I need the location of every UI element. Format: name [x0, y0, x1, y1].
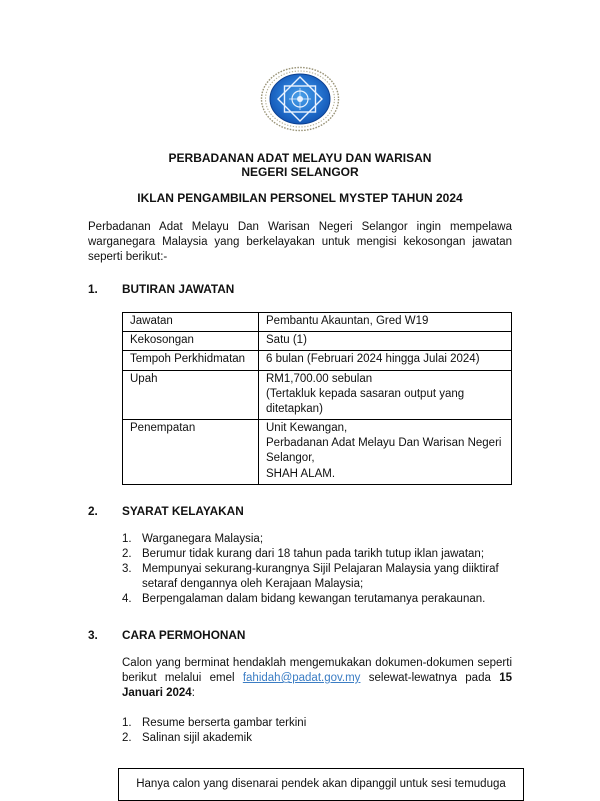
- section3-heading: [88, 628, 512, 643]
- row-label: Kekosongan: [123, 332, 259, 351]
- email-link[interactable]: fahidah@padat.gov.my: [242, 671, 361, 684]
- row-label: Penempatan: [123, 420, 259, 485]
- job-details-table: [122, 312, 512, 485]
- org-title-line1: PERBADANAN ADAT MELAYU DAN WARISAN: [168, 150, 432, 165]
- row-value: Pembantu Akauntan, Gred W19: [259, 312, 512, 331]
- table-row: [123, 370, 512, 420]
- section3-number: 3.: [88, 627, 98, 642]
- list-item: 4. Berpengalaman dalam bidang kewangan terutamanya perakaunan.: [122, 592, 486, 605]
- list-item: 2. Salinan sijil akademik: [122, 731, 252, 744]
- documents-list: [122, 716, 512, 746]
- section2-number: 2.: [88, 503, 98, 518]
- application-paragraph: Calon yang berminat hendaklah mengemukakan dokumen-dokumen seperti berikut melalui emel fahidah@padat.gov.my selewat-lewatnya pada 15 Januari 2024:: [122, 657, 512, 699]
- row-label: Upah: [123, 370, 259, 420]
- intro-paragraph: Perbadanan Adat Melayu Dan Warisan Negeri Selangor ingin mempelawa warganegara Malaysia yang berkelayakan untuk mengisi kekosongan jawatan seperti berikut:-: [88, 220, 512, 263]
- shortlist-notice-box: Hanya calon yang disenarai pendek akan dipanggil untuk sesi temuduga: [118, 768, 524, 801]
- table-row: [123, 332, 512, 351]
- table-row: [123, 312, 512, 331]
- section1-number: 1.: [88, 281, 98, 296]
- row-value: Unit Kewangan, Perbadanan Adat Melayu Dan Warisan Negeri Selangor, SHAH ALAM.: [259, 420, 512, 485]
- org-title-line2: NEGERI SELANGOR: [241, 165, 359, 180]
- row-value: 6 bulan (Februari 2024 hingga Julai 2024): [259, 351, 512, 370]
- section3-title: CARA PERMOHONAN: [122, 627, 246, 642]
- section1-heading: [88, 282, 512, 297]
- table-row: [123, 351, 512, 370]
- list-item: 1. Warganegara Malaysia;: [122, 533, 264, 546]
- logo-container: [88, 66, 512, 137]
- list-item: 1. Resume berserta gambar terkini: [122, 716, 307, 729]
- deadline-date: 15 Januari 2024: [122, 671, 512, 699]
- ad-title: IKLAN PENGAMBILAN PERSONEL MYSTEP TAHUN 2024: [137, 191, 463, 206]
- row-value: Satu (1): [259, 332, 512, 351]
- section2-title: SYARAT KELAYAKAN: [122, 503, 244, 518]
- list-item: 2. Berumur tidak kurang dari 18 tahun pada tarikh tutup iklan jawatan;: [122, 547, 485, 560]
- section2-heading: [88, 504, 512, 519]
- row-value: RM1,700.00 sebulan (Tertakluk kepada sasaran output yang ditetapkan): [259, 370, 512, 420]
- list-item: 3. Mempunyai sekurang-kurangnya Sijil Pelajaran Malaysia yang diiktiraf setaraf dengannya oleh Kerajaan Malaysia;: [122, 562, 499, 590]
- row-label: Tempoh Perkhidmatan: [123, 351, 259, 370]
- row-label: Jawatan: [123, 312, 259, 331]
- org-title: [88, 151, 512, 179]
- eligibility-list: [122, 532, 512, 607]
- section1-title: BUTIRAN JAWATAN: [122, 281, 235, 296]
- organization-logo-icon: [260, 66, 340, 132]
- table-row: [123, 420, 512, 485]
